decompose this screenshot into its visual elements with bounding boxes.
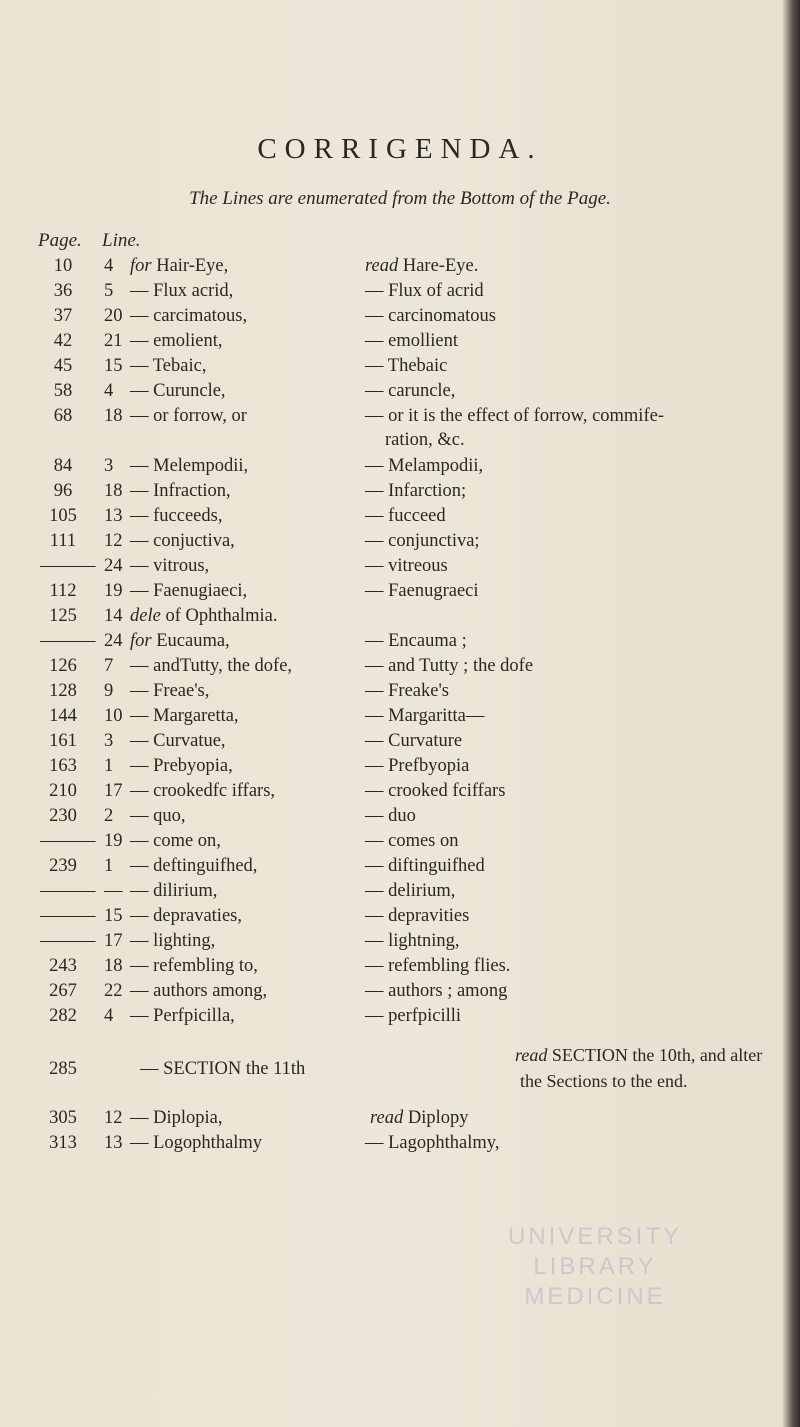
page-number: 105 <box>49 506 77 526</box>
erroneous-text: — Freae's, <box>130 681 210 701</box>
errata-row <box>0 1133 800 1157</box>
correct-word: — authors ; among <box>365 981 508 1001</box>
erroneous-text: — emolient, <box>130 331 223 351</box>
correct-word: — or it is the effect of forrow, commife- <box>365 406 664 426</box>
errata-row <box>0 706 800 730</box>
line-number: 22 <box>104 981 123 1001</box>
correct-word: — Lagophthalmy, <box>365 1133 500 1153</box>
correct-word: — duo <box>365 806 416 826</box>
line-number: 18 <box>104 481 123 501</box>
correction-text <box>365 1006 461 1027</box>
correction-text <box>365 906 469 927</box>
correction-text <box>365 556 448 577</box>
errata-row <box>0 606 800 630</box>
erroneous-text: — Perfpicilla, <box>130 1006 235 1026</box>
correction-text <box>365 781 505 802</box>
correct-word: — fucceed <box>365 506 446 526</box>
correction-text <box>365 1133 499 1154</box>
errata-row <box>0 481 800 505</box>
correct-word: — perfpicilli <box>365 1006 462 1026</box>
correct-word: — Curvature <box>365 731 463 751</box>
correction-text <box>365 956 510 977</box>
errata-row <box>0 356 800 380</box>
erroneous-text: — conjuctiva, <box>130 531 235 551</box>
errata-row <box>0 981 800 1005</box>
line-number: 17 <box>104 931 123 951</box>
page-number: 10 <box>53 256 73 276</box>
line-number: 7 <box>104 656 114 676</box>
correction-text <box>365 931 460 952</box>
page-number: ——— <box>40 831 96 851</box>
erroneous-text <box>130 256 228 277</box>
correction-text <box>365 481 466 502</box>
errata-row <box>0 731 800 755</box>
correction-text <box>515 1045 762 1066</box>
line-number: 12 <box>104 1108 123 1128</box>
errata-row <box>0 1006 800 1030</box>
line-number: 5 <box>104 281 114 301</box>
erroneous-text: — authors among, <box>130 981 268 1001</box>
page-number: 144 <box>49 706 77 726</box>
correct-word: — carcinomatous <box>365 306 496 326</box>
line-number: 14 <box>104 606 123 626</box>
correction-text <box>365 656 533 677</box>
read-word: read <box>515 1045 548 1065</box>
line-number: 21 <box>104 331 123 351</box>
errata-row <box>0 806 800 830</box>
correction-continuation: ration, &c. <box>385 430 465 450</box>
page-number: 243 <box>49 956 77 976</box>
erroneous-text: — Melempodii, <box>130 456 249 476</box>
line-number: 1 <box>104 856 114 876</box>
page-number: 112 <box>49 581 77 601</box>
page-number: 58 <box>53 381 73 401</box>
correct-word: — caruncle, <box>365 381 456 401</box>
page-number: 305 <box>49 1108 77 1128</box>
line-number: 2 <box>104 806 114 826</box>
erroneous-text: — fucceeds, <box>130 506 223 526</box>
errata-row <box>0 756 800 780</box>
correct-word: Hare-Eye. <box>398 256 479 276</box>
page-number: ——— <box>40 631 96 651</box>
correct-word: — lightning, <box>365 931 460 951</box>
page-number: ——— <box>40 881 96 901</box>
erroneous-text: — quo, <box>130 806 186 826</box>
line-number: 3 <box>104 731 114 751</box>
correct-word: — and Tutty ; the dofe <box>365 656 534 676</box>
erroneous-text <box>130 606 277 627</box>
correct-word: — Infarction; <box>365 481 467 501</box>
correct-word: — Encauma ; <box>365 631 467 651</box>
errata-row <box>0 881 800 905</box>
correct-word: — comes on <box>365 831 459 851</box>
erroneous-word: Hair-Eye, <box>151 256 229 276</box>
page-number: ——— <box>40 931 96 951</box>
correction-text <box>365 881 455 902</box>
line-number: — <box>104 881 123 901</box>
correction-text <box>365 806 416 827</box>
erroneous-text: — or forrow, or <box>130 406 247 426</box>
read-word: read <box>370 1108 404 1128</box>
line-number: 9 <box>104 681 114 701</box>
read-word: read <box>365 256 399 276</box>
erroneous-text: — Flux acrid, <box>130 281 234 301</box>
correct-word: — Margaritta— <box>365 706 485 726</box>
line-number: 4 <box>104 381 114 401</box>
page-number: ——— <box>40 556 96 576</box>
page-number: 128 <box>49 681 77 701</box>
line-number: 12 <box>104 531 123 551</box>
errata-row <box>0 531 800 555</box>
correct-word: Diplopy <box>403 1108 469 1128</box>
line-number: 4 <box>104 256 114 276</box>
library-stamp: UNIVERSITY LIBRARY MEDICINE <box>507 1223 683 1310</box>
correct-word: — Freake's <box>365 681 449 701</box>
errata-row <box>0 906 800 930</box>
page-number: 45 <box>53 356 73 376</box>
correct-word: — vitreous <box>365 556 448 576</box>
errata-row <box>0 406 800 450</box>
page-title: CORRIGENDA. <box>257 133 543 165</box>
page-number: 84 <box>53 456 73 476</box>
page-number: 282 <box>49 1006 77 1026</box>
column-header-page: Page. <box>38 230 82 251</box>
instruction-word: for <box>130 631 152 651</box>
correction-continuation: the Sections to the end. <box>520 1071 688 1091</box>
line-number: 15 <box>104 356 123 376</box>
page-number: 125 <box>49 606 77 626</box>
page-number: 313 <box>49 1133 77 1153</box>
errata-row <box>0 956 800 980</box>
line-number: 20 <box>104 306 123 326</box>
correction-text <box>365 981 507 1002</box>
line-number: 10 <box>104 706 123 726</box>
correction-text <box>365 331 458 352</box>
correction-text <box>365 856 485 877</box>
errata-row <box>0 506 800 530</box>
correction-text <box>365 831 459 852</box>
page-number: 285 <box>49 1059 77 1079</box>
errata-row <box>0 256 800 280</box>
page-subtitle: The Lines are enumerated from the Bottom of the Page. <box>189 188 611 209</box>
correction-text <box>365 356 447 377</box>
errata-row <box>0 931 800 955</box>
errata-row <box>0 656 800 680</box>
erroneous-text: — vitrous, <box>130 556 210 576</box>
page-number: 36 <box>53 281 73 301</box>
line-number: 13 <box>104 1133 123 1153</box>
erroneous-text: — Diplopia, <box>130 1108 223 1128</box>
page-number: 161 <box>49 731 77 751</box>
page-number: 37 <box>53 306 73 326</box>
instruction-word: for <box>130 256 152 276</box>
erroneous-text: — refembling to, <box>130 956 258 976</box>
correction-text <box>365 456 483 477</box>
erroneous-text: — Curvatue, <box>130 731 226 751</box>
errata-row <box>0 631 800 655</box>
line-number: 15 <box>104 906 123 926</box>
correction-text <box>365 256 478 277</box>
erroneous-text: — Curuncle, <box>130 381 226 401</box>
errata-row <box>0 1108 800 1132</box>
correct-word: — diftinguifhed <box>365 856 485 876</box>
page-number: 96 <box>53 481 73 501</box>
erroneous-text: — dilirium, <box>130 881 218 901</box>
errata-row <box>0 1045 800 1091</box>
erroneous-text: — andTutty, the dofe, <box>130 656 293 676</box>
correct-word: — Thebaic <box>365 356 448 376</box>
correction-text <box>365 281 484 302</box>
correction-text <box>365 406 664 427</box>
correct-word: SECTION the 10th, and alter <box>547 1045 763 1065</box>
errata-row <box>0 281 800 305</box>
erroneous-text: — come on, <box>130 831 221 851</box>
page-number: 230 <box>49 806 77 826</box>
correct-word: — Prefbyopia <box>365 756 470 776</box>
erroneous-text: — carcimatous, <box>130 306 248 326</box>
correction-text <box>365 731 462 752</box>
line-number: 13 <box>104 506 123 526</box>
erroneous-text: — Margaretta, <box>130 706 239 726</box>
errata-row <box>0 381 800 405</box>
correction-text <box>365 681 449 702</box>
line-number: 24 <box>104 556 123 576</box>
correction-text <box>365 756 469 777</box>
correct-word: — Melampodii, <box>365 456 484 476</box>
erroneous-text: — SECTION the 11th <box>140 1059 306 1079</box>
line-number: 19 <box>104 581 123 601</box>
erroneous-text: — Infraction, <box>130 481 231 501</box>
page-number: 267 <box>49 981 77 1001</box>
correct-word: — emollient <box>365 331 458 351</box>
line-number: 18 <box>104 956 123 976</box>
line-number: 3 <box>104 456 114 476</box>
correction-text <box>365 531 480 552</box>
instruction-word: dele <box>130 606 161 626</box>
erroneous-text: — Prebyopia, <box>130 756 233 776</box>
correct-word: — crooked fciffars <box>365 781 506 801</box>
errata-row <box>0 331 800 355</box>
page-number: 68 <box>53 406 73 426</box>
erroneous-text: — Logophthalmy <box>130 1133 263 1153</box>
erroneous-text: — depravaties, <box>130 906 242 926</box>
page-number: 210 <box>49 781 77 801</box>
line-number: 17 <box>104 781 123 801</box>
errata-row <box>0 681 800 705</box>
line-number: 18 <box>104 406 123 426</box>
erroneous-word: Eucauma, <box>151 631 230 651</box>
correction-text <box>365 581 479 602</box>
correct-word: — delirium, <box>365 881 456 901</box>
correction-text <box>370 1108 469 1129</box>
erroneous-text: — lighting, <box>130 931 216 951</box>
errata-row <box>0 456 800 480</box>
line-number: 4 <box>104 1006 114 1026</box>
correction-text <box>365 506 446 527</box>
correct-word: — depravities <box>365 906 470 926</box>
column-header-line: Line. <box>102 230 141 251</box>
errata-row <box>0 781 800 805</box>
erroneous-word: of Ophthalmia. <box>160 606 278 626</box>
erroneous-text: — deftinguifhed, <box>130 856 258 876</box>
errata-row <box>0 581 800 605</box>
correction-text <box>365 631 467 652</box>
correction-text <box>365 381 455 402</box>
page-number: 126 <box>49 656 77 676</box>
correct-word: — Flux of acrid <box>365 281 484 301</box>
page-number: 163 <box>49 756 77 776</box>
errata-row <box>0 831 800 855</box>
page-number: 111 <box>49 531 77 551</box>
errata-row <box>0 856 800 880</box>
correction-text <box>365 306 496 327</box>
correct-word: — Faenugraeci <box>365 581 479 601</box>
page-number: 239 <box>49 856 77 876</box>
correction-text <box>365 706 484 727</box>
errata-row <box>0 556 800 580</box>
correct-word: — refembling flies. <box>365 956 511 976</box>
page-number: ——— <box>40 906 96 926</box>
line-number: 1 <box>104 756 114 776</box>
line-number: 19 <box>104 831 123 851</box>
page-number: 42 <box>53 331 73 351</box>
erroneous-text: — Tebaic, <box>130 356 207 376</box>
erroneous-text: — crookedfc iffars, <box>130 781 276 801</box>
errata-row <box>0 306 800 330</box>
erroneous-text: — Faenugiaeci, <box>130 581 248 601</box>
line-number: 24 <box>104 631 123 651</box>
erroneous-text <box>130 631 230 652</box>
correct-word: — conjunctiva; <box>365 531 480 551</box>
